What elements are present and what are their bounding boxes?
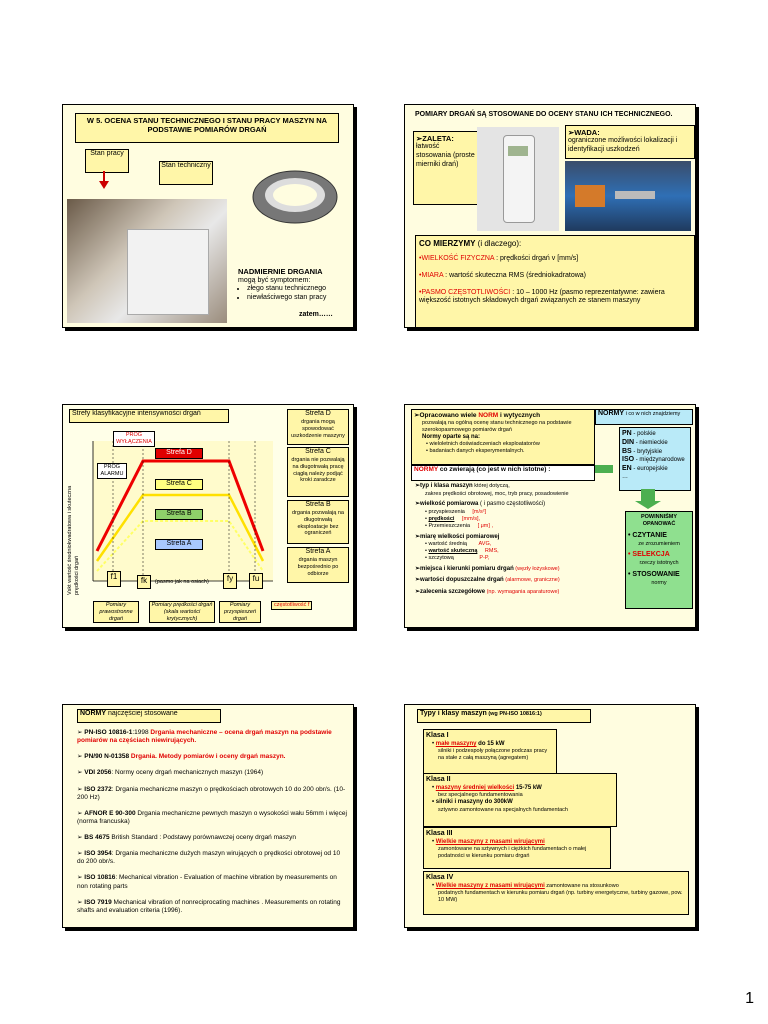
intro-sub: pozwalają na ogólną ocenę stanu technicznego na podstawie szerokopasmowego pomiarów drgań [422,420,572,433]
norm-year: British Standard : [109,834,162,841]
legend-a [287,547,349,583]
intro-norm: NORM [478,412,499,419]
wartosci-red: (alarmowe, graniczne) [503,577,560,584]
pow-item-title: CZYTANIE [632,531,667,539]
norm-code: VDI 2056 [84,769,112,777]
powinnismy-box: POWINNIŚMY OPANOWAĆ • CZYTANIE ze zrozumieniem • SELEKCJA rzeczy istotnych • STOSOWANIE normy [625,511,693,609]
abbrev-desc: - brytyjskie [631,448,663,455]
meter-display [508,146,528,156]
vibration-meter-photo [477,127,559,231]
legend-d [287,409,349,445]
norm-code: ISO 2372 [84,785,112,793]
zone-b-label: Strefa B [155,509,203,520]
norm-year: : [111,769,114,777]
miara-val: P-P, [479,554,490,561]
miara-name: wartość średnią [428,541,467,547]
normy-label: NORMY [598,410,625,417]
norm-item: ➢ PN-ISO 10816-1:1998 Drgania mechaniczne – ocena drgań maszyn na podstawie pomiarów na częściach niewirujących. [77,729,332,745]
norm-code: ISO 10816 [84,874,116,882]
norm-code: ISO 3954 [84,850,112,858]
legend-c-title: Strefa C [305,448,331,455]
page-number: 1 [745,990,754,1007]
test-rig-photo [565,161,691,231]
contents-list: ➢typ i klasa maszyn której dotyczą, zakres prędkości obrotowej, moc, tryb pracy, posadowienie ➢wielkość pomiarowa ( i pasmo częstotliwości) • przyspieszenia [m/s²] • prędkości [mm/s], • Przemieszczenia [ μm] , ➢miarę wielkości pomiarowej • wartość średnią AVG, • wartość skuteczną RMS, • szczytową P-P, ➢miejsca i kierunki pomiaru drgań (węzły łożyskowe) ➢wartości dopuszczalne drgań (alarmowe, graniczne) ➢zalecenia szczegółowe (np. wymagania aparaturowe) [415,483,595,596]
wielkosc-name: Przemieszczenia [428,522,471,529]
class-red: Wielkie maszyny z masami wirującymi [435,882,545,889]
fy-label: fy [223,573,237,589]
slide-2 [404,104,696,328]
title-normy: NORMY [80,710,107,717]
miejsca: miejsca i kierunki pomiaru drgań [420,565,514,572]
bearing-photo [249,159,341,231]
zalety-box: ➢ZALETA: łatwość stosowania (proste mierniki drań) [413,131,479,205]
abbrev-more: … [622,473,628,480]
slide-title: Strefy klasyfikacyjne intensywności drgań [69,409,229,423]
abbrev-desc: - polskie [631,431,656,437]
pow-title: POWINNIŚMY OPANOWAĆ [640,514,678,527]
miejsca-red: (węzły łożyskowe) [513,565,560,572]
norm-title: Drgania mechaniczne pewnych maszyn o wysokości wału 56mm i więcej (norma francuska) [77,809,347,825]
class-red: małe maszyny [435,740,477,747]
nadmierne-heading: NADMIERNIE DRGANIA [238,267,323,276]
item3-text: : 10 – 1000 Hz (pasmo reprezentatywne: zawiera większość istotnych składowych drgań związanych ze stanem maszyny [419,288,665,305]
co-title: CO MIERZYMY [419,239,476,248]
norm-item: ➢ AFNOR E 90-300 Drgania mechaniczne pewnych maszyn o wysokości wału 56mm i więcej (norma francuska) [77,809,347,825]
typ-sub: zakres prędkości obrotowej, moc, tryb pracy, posadowienie [425,490,569,497]
legend-c-text: drgania nie pozwalają na długotrwałą pracę ciągłą należy podjąć kroki zaradcze [291,456,345,484]
abbrev-desc: - europejskie [631,466,668,472]
wielkosc-unit: [mm/s], [461,515,481,522]
item2-text: : wartość skuteczna RMS (średniokadratowa) [443,271,587,279]
norm-item: ➢ PN/90 N-01358 Drgania. Metody pomiarów i oceny drgań maszyn. [77,753,286,761]
normy-sub: i co w nich znajdziemy [624,411,681,417]
class-main: zamontowane na stosunkowo [544,882,619,889]
norm-year: :1998 [132,729,149,736]
zalety-label: ZALETA: [422,134,454,143]
fu-label: fu [249,573,263,589]
class-name: Klasa I [426,732,449,739]
legend-a-title: Strefa A [305,548,331,555]
co-sub: (i dlaczego): [475,239,522,248]
legend-d-text: drgania mogą spowodować uszkodzenie maszyny [291,418,345,439]
title-sub: (wg PN-ISO 10816:1) [486,711,542,717]
zatem-text: zatem…… [299,311,333,318]
norm-item: ➢ ISO 7919 Mechanical vibration of nonreciprocating machines . Measurements on rotating shafts and evaluation criteria (1996). [77,898,341,914]
arrow-down-icon [99,181,109,189]
abbrev-code: PN [622,430,632,437]
norm-title: Drgania mechaniczne – ocena drgań maszyn na podstawie pomiarów na częściach niewirujących. [77,729,332,745]
zone-c-label: Strefa C [155,479,203,490]
item2-label: •MIARA [419,271,444,279]
prog-alarmu: PRÓG ALARMU [97,463,127,479]
bottom-label-2: Pomiary prędkości drgań (skala wartości krytycznych) [149,601,215,623]
typ-suffix: której dotyczą, [472,483,510,489]
norm-code: ISO 7919 [84,898,112,906]
legend-b-title: Strefa B [305,501,331,508]
norm-code: PN/90 N-01358 [84,753,130,761]
norm-title: Drgania. Metody pomiarów i oceny drgań maszyn. [130,753,286,761]
shaft [615,191,655,199]
title-rest: najczęściej stosowane [106,710,178,717]
abbrev-list [619,427,691,491]
norm-item: ➢ ISO 3954: Drgania mechaniczne dużych maszyn wirujących o prędkości obrotowej od 10 do 200 obr/s. [77,850,341,866]
wielkosc-name: prędkości [428,515,455,522]
class-3-box: Klasa III • Wielkie maszyny z masami wirującymi zamontowane na sztywnych i ciężkich fundamentach o małej podatności w kierunku pomiaru drgań [423,827,611,869]
wartosci: wartości dopuszczalne drgań [420,577,504,584]
norm-title: Drgania mechaniczne maszyn o prędkościach obrotowych 10 do 200 obr/s. (10-200 Hz) [77,785,346,801]
wada-label: WADA: [574,128,600,137]
zawieraja-header [411,465,595,481]
prog-wylaczenia: PRÓG WYŁĄCZENIA [113,431,155,447]
norm-title: Podstawy porównawczej oceny drgań maszyn [163,834,297,841]
class-name: Klasa IV [426,874,454,881]
zone-a-label: Strefa A [155,539,203,550]
class-sub: podatnych fundamentach w kierunku pomiaru drgań (np. turbiny energetyczne, turbiny gazowe, pow. 10 MW) [438,890,683,904]
class-red: maszyny średniej wielkości [435,784,515,791]
legend-d-title: Strefa D [305,410,331,417]
norm-year: : [111,850,114,858]
zawieraja-red: NORMY [414,466,439,473]
class-extra-sub: sztywno zamontowane na specjalnych fundamentach [438,806,568,813]
bottom-label-3: Pomiary przyspieszeń drgań [219,601,261,623]
stan-pracy-box: Stan pracy [85,149,129,173]
norm-item: ➢ VDI 2056: Normy oceny drgań mechanicznych maszyn (1964) [77,769,264,777]
item1-text: : prędkości drgań v [mm/s] [494,255,579,262]
symptom-item: • niewłaściwego stan pracy [247,294,326,303]
slide-title [77,709,221,723]
zalety-text: łatwość stosowania (proste mierniki drań) [416,143,475,168]
abbrev-code: DIN [622,438,635,446]
wielkosc-title: wielkość pomiarowa [420,501,479,508]
miara-name: wartość skuteczną [428,547,478,554]
washing-machine-photo [67,199,227,323]
machine-body [127,229,209,315]
wielkosc-unit: [ μm] , [477,522,493,529]
norms-list [77,729,347,923]
oparte: Normy oparte są na: [422,433,481,440]
miara-title: miarę wielkości pomiarowej [420,533,500,540]
class-sub: zamontowane na sztywnych i ciężkich fundamentach o małej podatności w kierunku pomiaru drgań [438,846,587,860]
abbrev-code: BS [622,447,632,455]
class-extra: silniki i maszyny do 300kW [435,799,513,806]
title-main: Typy i klasy maszyn [420,710,487,717]
legend-c [287,447,349,497]
norm-code: PN-ISO 10816-1 [84,729,133,736]
band-label: (pasmo jak na osiach) [155,579,209,585]
slide-1 [62,104,354,328]
norm-title: Mechanical vibration - Evaluation of machine vibration by measurements on non rotating parts [77,874,337,890]
norm-title: Drgania mechaniczne dużych maszyn wirujących o prędkości obrotowej od 10 do 200 obr/s. [77,850,341,866]
wielkosc-sub: ( i pasmo częstotliwości) [478,501,546,508]
slide-5 [62,704,354,928]
legend-b [287,500,349,544]
slide-title: W 5. OCENA STANU TECHNICZNEGO I STANU PRACY MASZYN NA PODSTAWIE POMIARÓW DRGAŃ [75,113,339,143]
abbrev-code: ISO [622,456,635,464]
class-red: Wielkie maszyny z masami wirującymi [435,838,545,845]
legend-a-text: drgania maszyn bezpośrednio po odbiorze [297,556,339,577]
miara-val: AVG, [478,541,492,547]
normy-box-title [595,409,693,425]
wielkosc-unit: [m/s²] [472,508,487,515]
wada-box: ➢WADA: ograniczone możliwości lokalizacji i identyfikacji uszkodzeń [565,125,695,159]
norm-title: Mechanical vibration of nonreciprocating machines . Measurements on rotating shafts and evaluation criteria (1996). [77,898,341,914]
bottom-label-1: Pomiary prawostronne drgań [93,601,139,623]
symptom-list [238,285,326,303]
green-arrow-icon [593,465,613,473]
class-4-box: Klasa IV • Wielkie maszyny z masami wirującymi zamontowane na stosunkowo podatnych fundamentach w kierunku pomiaru drgań (np. turbiny energetyczne, turbiny gazowe, pow. 10 MW) [423,871,689,915]
y-axis-label: Vskt wartość średniokwadratowa i skuteczna prędkości drgań [67,485,80,595]
oparte-item: wieloletnich doświadczeniach eksploatatorów [429,441,540,448]
stan-techniczny-box: Stan techniczny [159,161,213,185]
item1-label: •WIELKOŚĆ FIZYCZNA [419,255,495,262]
pow-item-title: STOSOWANIE [632,571,680,578]
intro-prefix: Opracowano wiele [419,412,479,419]
zalecenia: zalecenia szczegółowe [420,588,486,595]
norm-title: Normy oceny drgań mechanicznych maszyn (1964) [115,769,264,777]
abbrev-desc: - międzynarodowe [634,457,685,464]
motor-block [575,185,605,207]
class-main: do 15 kW [476,740,505,747]
wielkosc-name: przyspieszenia [428,508,465,515]
zalecenia-red: (np. wymagania aparaturowe) [485,588,560,595]
pow-item-sub: rzeczy istotnych [639,560,679,567]
fk-label: fk [137,575,151,589]
intro-suffix: i wytycznych [498,412,541,419]
norm-item: ➢ ISO 10816: Mechanical vibration - Evaluation of machine vibration by measurements on non rotating parts [77,874,337,890]
norm-code: AFNOR E 90-300 [84,809,136,817]
abbrev-desc: - niemieckie [634,439,668,446]
norm-code: BS 4675 [84,834,110,841]
class-1-box: Klasa I • małe maszyny do 15 kW silniki i podzespoły połączone podczas pracy na stałe z całą maszyną (agregatem) [423,729,557,775]
pow-item-sub: normy [651,579,667,586]
slide-title [417,709,591,723]
miara-val: RMS, [484,547,499,554]
freq-label: częstotliwość f [271,601,312,610]
abbrev-code: EN [622,465,632,472]
zawieraja-text: co zwierają (co jest w nich istotne) : [438,466,551,473]
class-sub: bez specjalnego fundamentowania [438,792,523,799]
pow-item-title: SELEKCJA [632,551,670,559]
class-2-box: Klasa II • maszyny średniej wielkości 15-75 kW bez specjalnego fundamentowania • silniki i maszyny do 300kW sztywno zamontowane na specjalnych fundamentach [423,773,617,827]
slide-3 [62,404,354,628]
green-arrowhead-icon [635,501,661,509]
miara-name: szczytową [428,554,454,561]
wada-text: ograniczone możliwości lokalizacji i identyfikacji uszkodzeń [568,137,678,154]
class-name: Klasa II [426,776,451,783]
class-main: 15-75 kW [514,784,542,791]
norm-year: : [111,785,114,793]
class-sub: silniki i podzespoły połączone podczas pracy na stałe z całą maszyną (agregatem) [438,748,548,762]
slide-4 [404,404,696,628]
intro-box: ➢Opracowano wiele NORM i wytycznych pozwalają na ogólną ocenę stanu technicznego na podstawie szerokopasmowego pomiarów drgań Normy oparte są na: • wieloletnich doświadczeniach eksploatatorów • badaniach danych eksperymentalnych. [411,409,595,465]
slide-6 [404,704,696,928]
item3-label: •PASMO CZĘSTOTLIWOŚCI [419,288,511,296]
slide-title: POMIARY DRGAŃ SĄ STOSOWANE DO OCENY STANU ICH TECHNICZNEGO. [415,111,673,118]
co-mierzymy-box [415,235,695,328]
class-name: Klasa III [426,830,453,837]
norm-year: : [115,874,118,882]
symptom-item: • złego stanu technicznego [247,285,326,294]
norm-item: ➢ ISO 2372: Drgania mechaniczne maszyn o prędkościach obrotowych 10 do 200 obr/s. (10-200 Hz) [77,785,346,801]
green-arrow-down-icon [641,489,655,501]
pow-item-sub: ze zrozumieniem [638,540,680,547]
f1-label: f1 [107,571,121,587]
arrow-stem-1 [103,171,105,181]
oparte-item: badaniach danych eksperymentalnych. [429,448,525,455]
legend-b-text: drgania pozwalają na długotrwałą eksploatacje bez ograniczeń [292,509,344,537]
meter-body [503,135,535,223]
typ-title: typ i klasa maszyn [420,483,473,489]
norm-item: ➢ BS 4675 British Standard : Podstawy porównawczej oceny drgań maszyn [77,834,297,841]
symptom-line: mogą być symptomem: [238,277,311,284]
zone-d-label: Strefa D [155,448,203,459]
